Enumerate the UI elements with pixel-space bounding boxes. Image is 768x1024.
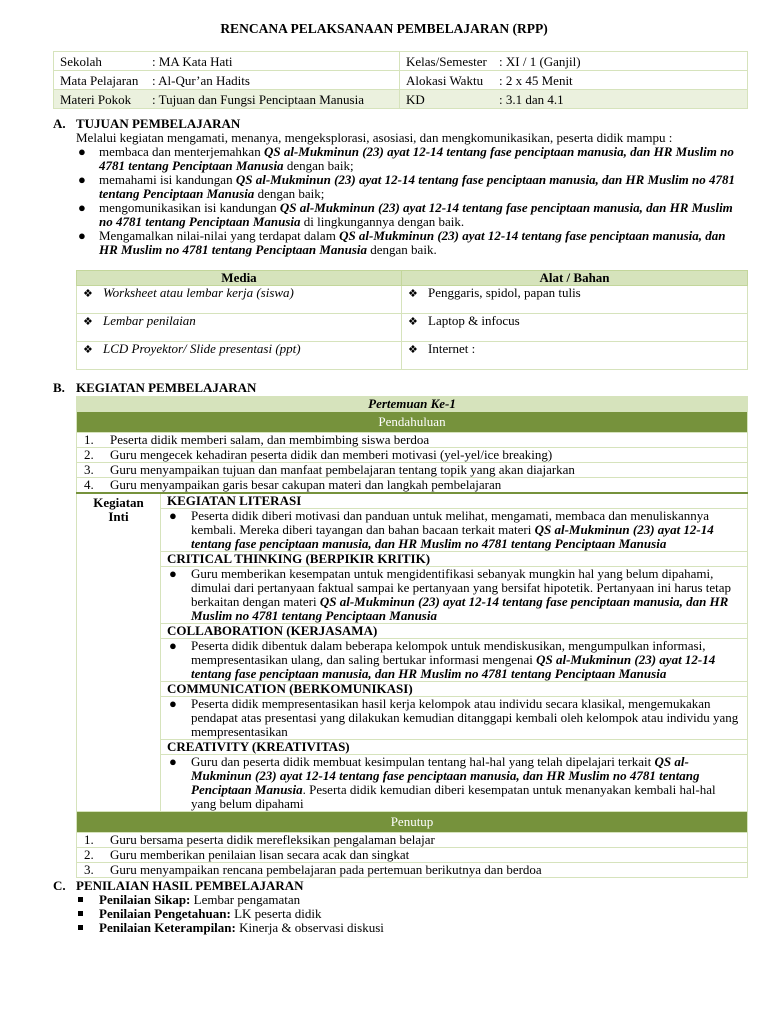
section-c-letter: C. [53, 878, 66, 893]
list-item [76, 229, 746, 257]
tujuan-intro: Melalui kegiatan mengamati, menanya, mengeksplorasi, asosiasi, dan mengkomunikasikan, peserta didik mampu : [76, 130, 673, 145]
table-row [77, 463, 748, 478]
sekolah-value: : MA Kata Hati [152, 53, 233, 69]
step-cell [77, 463, 748, 478]
section-a-heading [53, 117, 240, 131]
item-value: Kinerja & observasi diskusi [235, 920, 384, 935]
table-row [77, 433, 748, 448]
item-emphasis: QS al-Mukminun (23) ayat 12-14 tentang fase penciptaan manusia, dan HR Muslim no 4781 tentang Penciptaan Manusia [99, 144, 734, 173]
step-text: Guru menyampaikan tujuan dan manfaat pembelajaran tentang topik yang akan diajarkan [110, 462, 575, 477]
alat-text: Internet : [428, 341, 476, 356]
info-cell [400, 71, 748, 90]
kelas-value: : XI / 1 (Ganjil) [499, 53, 581, 69]
body-text: Peserta didik diberi motivasi dan panduan untuk melihat, mengamati, membaca dan menuliskannya kembali. Mereka diberi tayangan dan bahan bacaan terkait materi [191, 508, 710, 537]
creativity-heading: CREATIVITY (KREATIVITAS) [161, 740, 748, 755]
media-header-row [77, 271, 748, 286]
info-cell [400, 52, 748, 71]
critical-body [161, 567, 748, 624]
collaboration-body [161, 639, 748, 682]
media-text: Worksheet atau lembar kerja (siswa) [103, 285, 294, 300]
media-table [76, 270, 748, 370]
step-number: 2. [84, 447, 94, 462]
collaboration-heading: COLLABORATION (KERJASAMA) [161, 624, 748, 639]
communication-heading: COMMUNICATION (BERKOMUNIKASI) [161, 682, 748, 697]
bullet-dot-icon: ● [78, 144, 86, 159]
step-text: Guru menyampaikan rencana pembelajaran pada pertemuan berikutnya dan berdoa [110, 862, 542, 877]
table-row [77, 624, 748, 639]
list-item [76, 921, 384, 935]
penutup-band: Penutup [77, 812, 748, 833]
body-text: Peserta didik dibentuk dalam beberapa kelompok untuk mendiskusikan, mengumpulkan informasi, mempresentasikan ulang, dan saling bertukar informasi mengenai [191, 638, 706, 667]
diamond-bullet-icon: ❖ [83, 344, 93, 356]
info-cell [400, 90, 748, 109]
creativity-body [161, 755, 748, 812]
step-text: Guru memberikan penilaian lisan secara acak dan singkat [110, 847, 410, 862]
step-number: 4. [84, 477, 94, 492]
table-row [77, 639, 748, 682]
body-text: Guru memberikan kesempatan untuk mengidentifikasi sebanyak mungkin hal yang belum dipahami, dimulai dari pertanyaan faktual sampai ke pertanyaan yang bersifat hipotetik. Pertanyaan ini harus tetap berkaitan dengan materi [191, 566, 732, 609]
item-text: dengan baik; [283, 158, 354, 173]
literasi-heading: KEGIATAN LITERASI [161, 493, 748, 509]
table-row [77, 697, 748, 740]
alokasi-value: : 2 x 45 Menit [499, 72, 573, 88]
square-bullet-icon [78, 925, 83, 930]
item-text: Mengamalkan nilai-nilai yang terdapat dalam [99, 228, 340, 243]
section-a-letter: A. [53, 116, 66, 131]
step-number: 3. [84, 462, 94, 477]
step-cell [77, 448, 748, 463]
step-text: Peserta didik memberi salam, dan membimbing siswa berdoa [110, 432, 430, 447]
info-row [54, 52, 748, 71]
item-value: Lembar pengamatan [190, 892, 301, 907]
bullet-dot-icon: ● [169, 754, 177, 769]
list-item [76, 145, 746, 173]
item-label: Penilaian Pengetahuan: [99, 906, 231, 921]
info-cell [54, 71, 400, 90]
table-row [77, 493, 748, 509]
square-bullet-icon [78, 911, 83, 916]
alat-header: Alat / Bahan [402, 271, 748, 286]
kelas-label: Kelas/Semester [406, 53, 487, 69]
kegiatan-inti-line-2: Inti [108, 509, 129, 524]
alat-cell [402, 286, 748, 314]
media-cell [77, 286, 402, 314]
section-c-heading [53, 879, 304, 893]
diamond-bullet-icon: ❖ [83, 316, 93, 328]
media-text: LCD Proyektor/ Slide presentasi (ppt) [103, 341, 301, 356]
item-emphasis: QS al-Mukminun (23) ayat 12-14 tentang fase penciptaan manusia, dan HR Muslim no 4781 tentang Penciptaan Manusia [99, 228, 726, 257]
item-text: dengan baik. [367, 242, 437, 257]
table-row [77, 863, 748, 878]
kegiatan-table [76, 396, 748, 878]
materi-value: : Tujuan dan Fungsi Penciptaan Manusia [152, 91, 364, 107]
item-emphasis: QS al-Mukminun (23) ayat 12-14 tentang fase penciptaan manusia, dan HR Muslim no 4781 tentang Penciptaan Manusia [99, 172, 735, 201]
materi-label: Materi Pokok [60, 91, 132, 107]
alokasi-label: Alokasi Waktu [406, 72, 484, 88]
diamond-bullet-icon: ❖ [83, 288, 93, 300]
item-text: di lingkungannya dengan baik. [300, 214, 465, 229]
section-b-heading [53, 381, 256, 395]
body-text: Peserta didik mempresentasikan hasil kerja kelompok atau individu secara klasikal, mengemukakan pendapat atas presentasi yang dilakukan kemudian ditanggapi kembali oleh kelompok atau individu yang mempresentasikan [191, 696, 739, 739]
bullet-dot-icon: ● [78, 172, 86, 187]
bullet-dot-icon: ● [78, 228, 86, 243]
table-row [77, 412, 748, 433]
table-row [77, 342, 748, 370]
step-cell [77, 433, 748, 448]
step-cell [77, 863, 748, 878]
kegiatan-inti-label [77, 493, 161, 812]
info-table [53, 51, 748, 109]
square-bullet-icon [78, 897, 83, 902]
communication-body [161, 697, 748, 740]
table-row [77, 448, 748, 463]
step-number: 3. [84, 862, 94, 877]
kd-label: KD [406, 91, 425, 107]
step-text: Guru menyampaikan garis besar cakupan materi dan langkah pembelajaran [110, 477, 502, 492]
body-emphasis: QS al-Mukminun (23) ayat 12-14 tentang fase penciptaan manusia, dan HR Muslim no 4781 tentang Penciptaan Manusia [191, 594, 729, 623]
body-emphasis: QS al-Mukminun (23) ayat 12-14 tentang fase penciptaan manusia, dan HR Muslim no 4781 tentang Penciptaan Manusia [191, 522, 714, 551]
alat-text: Laptop & infocus [428, 313, 520, 328]
penilaian-list [76, 893, 384, 935]
info-row [54, 71, 748, 90]
list-item [76, 173, 746, 201]
step-text: Guru mengecek kehadiran peserta didik dan memberi motivasi (yel-yel/ice breaking) [110, 447, 553, 462]
step-number: 1. [84, 832, 94, 847]
item-label: Penilaian Keterampilan: [99, 920, 236, 935]
media-header: Media [77, 271, 402, 286]
table-row [77, 552, 748, 567]
media-cell [77, 342, 402, 370]
table-row [77, 478, 748, 494]
step-cell [77, 478, 748, 494]
kd-value: : 3.1 dan 4.1 [499, 91, 564, 107]
mapel-label: Mata Pelajaran [60, 72, 139, 88]
step-number: 1. [84, 432, 94, 447]
step-cell [77, 833, 748, 848]
pendahuluan-band: Pendahuluan [77, 412, 748, 433]
step-text: Guru bersama peserta didik merefleksikan pengalaman belajar [110, 832, 435, 847]
table-row [77, 286, 748, 314]
info-cell [54, 90, 400, 109]
mapel-value: : Al-Qur’an Hadits [152, 72, 250, 88]
list-item [76, 893, 384, 907]
step-number: 2. [84, 847, 94, 862]
table-row [77, 833, 748, 848]
item-text: mengomunikasikan isi kandungan [99, 200, 280, 215]
media-cell [77, 314, 402, 342]
table-row [77, 848, 748, 863]
diamond-bullet-icon: ❖ [408, 344, 418, 356]
item-label: Penilaian Sikap: [99, 892, 191, 907]
kegiatan-inti-line-1: Kegiatan [93, 495, 144, 510]
section-b-title: KEGIATAN PEMBELAJARAN [76, 380, 257, 395]
bullet-dot-icon: ● [169, 508, 177, 523]
table-row [77, 812, 748, 833]
section-b-letter: B. [53, 380, 65, 395]
body-text: Guru dan peserta didik membuat kesimpulan tentang hal-hal yang telah dipelajari terkait [191, 754, 655, 769]
tujuan-list [76, 145, 746, 257]
table-row [77, 755, 748, 812]
item-value: LK peserta didik [230, 906, 322, 921]
step-cell [77, 848, 748, 863]
table-row [77, 509, 748, 552]
info-row [54, 90, 748, 109]
literasi-body [161, 509, 748, 552]
table-row [77, 682, 748, 697]
bullet-dot-icon: ● [169, 638, 177, 653]
bullet-dot-icon: ● [78, 200, 86, 215]
section-c-title: PENILAIAN HASIL PEMBELAJARAN [76, 878, 304, 893]
item-text: membaca dan menterjemahkan [99, 144, 264, 159]
sekolah-label: Sekolah [60, 53, 102, 69]
media-text: Lembar penilaian [103, 313, 196, 328]
item-text: dengan baik; [254, 186, 325, 201]
diamond-bullet-icon: ❖ [408, 288, 418, 300]
pertemuan-label: Pertemuan Ke-1 [77, 397, 748, 412]
diamond-bullet-icon: ❖ [408, 316, 418, 328]
alat-cell [402, 314, 748, 342]
alat-text: Penggaris, spidol, papan tulis [428, 285, 581, 300]
table-row [77, 740, 748, 755]
body-emphasis: QS al-Mukminun (23) ayat 12-14 tentang fase penciptaan manusia, dan HR Muslim no 4781 tentang Penciptaan Manusia [191, 652, 716, 681]
list-item [76, 907, 384, 921]
table-row [77, 397, 748, 412]
body-emphasis: QS al-Mukminun (23) ayat 12-14 tentang fase penciptaan manusia, dan HR Muslim no 4781 tentang Penciptaan Manusia [191, 754, 700, 797]
body-text: . Peserta didik kemudian diberi kesempatan untuk menanyakan kembali hal-hal yang belum dipahami [191, 782, 716, 811]
bullet-dot-icon: ● [169, 696, 177, 711]
table-row [77, 314, 748, 342]
info-cell [54, 52, 400, 71]
item-text: memahami isi kandungan [99, 172, 236, 187]
critical-heading: CRITICAL THINKING (BERPIKIR KRITIK) [161, 552, 748, 567]
list-item [76, 201, 746, 229]
section-a-title: TUJUAN PEMBELAJARAN [76, 116, 241, 131]
alat-cell [402, 342, 748, 370]
table-row [77, 567, 748, 624]
document-title: RENCANA PELAKSANAAN PEMBELAJARAN (RPP) [220, 21, 548, 36]
bullet-dot-icon: ● [169, 566, 177, 581]
item-emphasis: QS al-Mukminun (23) ayat 12-14 tentang fase penciptaan manusia, dan HR Muslim no 4781 tentang Penciptaan Manusia [99, 200, 733, 229]
